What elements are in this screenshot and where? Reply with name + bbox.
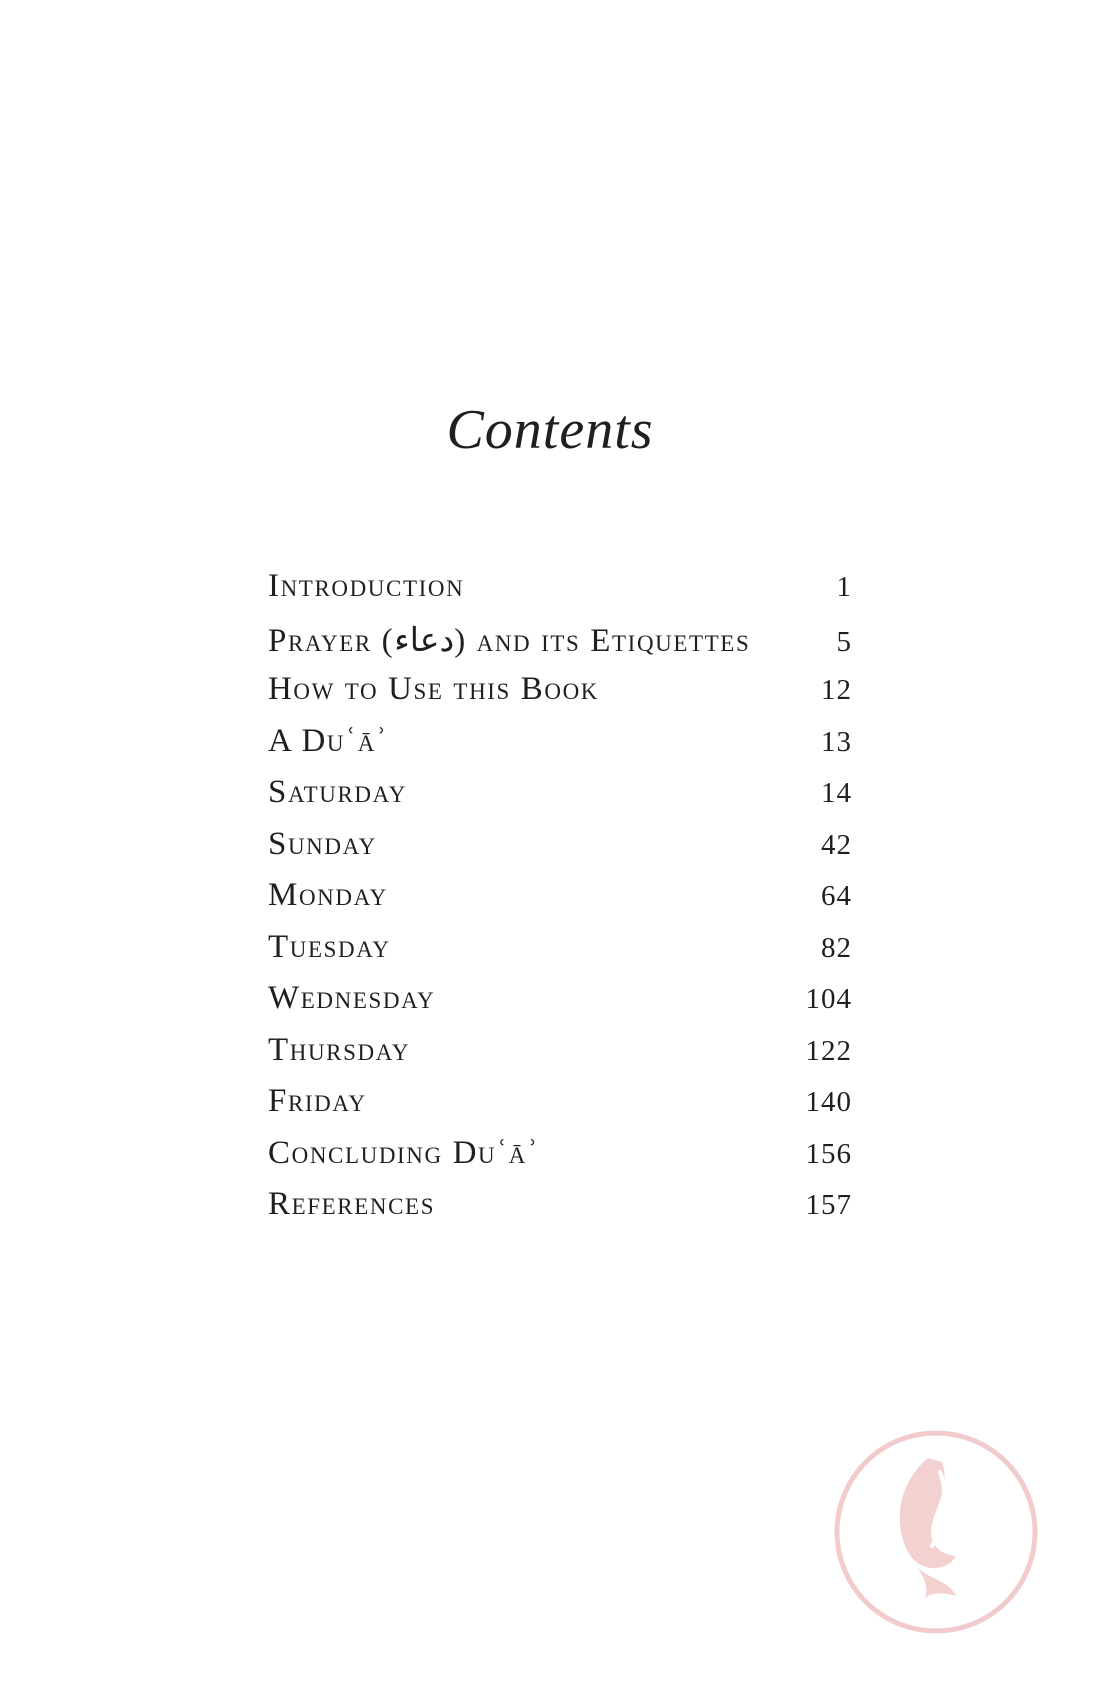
toc-entry-label: Wednesday (268, 980, 436, 1016)
toc-entry-label: Sunday (268, 825, 377, 862)
toc-entry-sunday[interactable] (268, 826, 852, 878)
toc-entry-label: Tuesday (268, 928, 391, 965)
toc-entry-label: How to Use this Book (268, 671, 600, 707)
toc-entry-saturday[interactable] (268, 774, 852, 826)
toc-entry-friday[interactable] (268, 1083, 852, 1135)
toc-entry-page-number: 156 (805, 1137, 852, 1170)
toc-entry-page-number: 42 (821, 828, 852, 861)
toc-entry-page-number: 1 (836, 571, 852, 603)
toc-entry-page-number: 14 (821, 777, 852, 809)
page-title: Contents (446, 399, 654, 461)
toc-entry-how-to-use[interactable] (268, 671, 852, 723)
toc-entry-label: Monday (268, 877, 388, 913)
toc-entry-label: Concluding Duʿāʾ (268, 1134, 540, 1171)
quill-watermark-icon (832, 1428, 1040, 1636)
toc-entry-label: References (268, 1186, 436, 1222)
toc-entry-monday[interactable] (268, 877, 852, 929)
toc-entry-thursday[interactable] (268, 1032, 852, 1084)
toc-entry-prayer[interactable] (268, 620, 852, 672)
toc-entry-wednesday[interactable] (268, 980, 852, 1032)
toc-entry-page-number: 5 (836, 625, 852, 658)
toc-entry-page-number: 13 (821, 725, 852, 758)
toc-entry-label: A Duʿāʾ (268, 722, 389, 759)
toc-entry-label: Prayer (دعاء) and its Etiquettes (268, 622, 751, 659)
toc-entry-label: Introduction (268, 568, 465, 604)
table-of-contents (268, 568, 852, 1238)
toc-entry-references[interactable] (268, 1186, 852, 1238)
toc-entry-page-number: 64 (821, 880, 852, 912)
toc-entry-label: Friday (268, 1083, 367, 1119)
toc-entry-a-dua[interactable] (268, 723, 852, 775)
toc-entry-page-number: 140 (805, 1086, 852, 1118)
toc-entry-page-number: 122 (805, 1034, 852, 1067)
toc-entry-tuesday[interactable] (268, 929, 852, 981)
toc-entry-concluding-dua[interactable] (268, 1135, 852, 1187)
toc-entry-introduction[interactable] (268, 568, 852, 620)
toc-entry-page-number: 82 (821, 931, 852, 964)
toc-entry-page-number: 157 (805, 1189, 852, 1221)
toc-entry-label: Thursday (268, 1031, 411, 1068)
toc-entry-page-number: 12 (821, 674, 852, 706)
toc-entry-label: Saturday (268, 774, 407, 810)
toc-entry-page-number: 104 (805, 983, 852, 1015)
